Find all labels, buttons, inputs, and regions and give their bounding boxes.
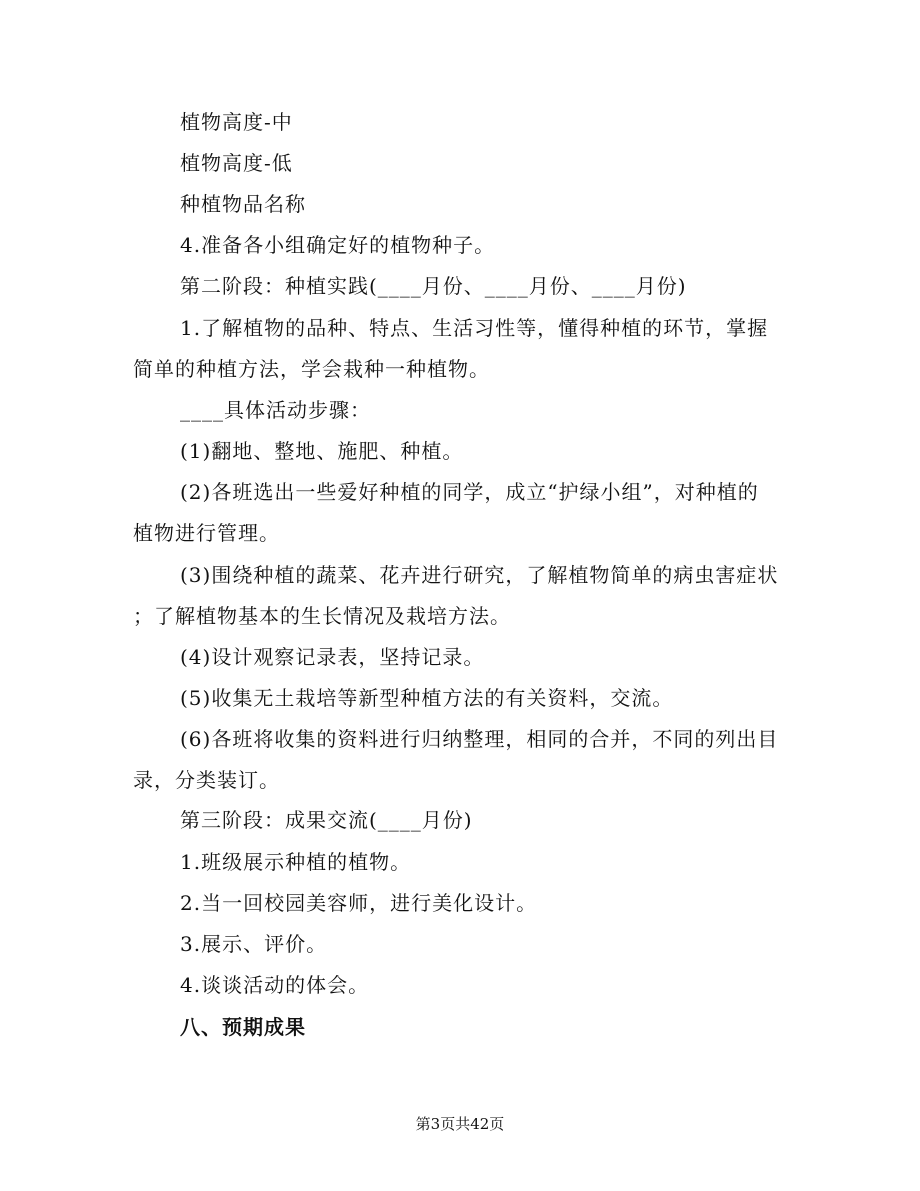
text-line: 3.展示、评价。 xyxy=(180,932,328,956)
text-line: 录，分类装订。 xyxy=(133,768,280,792)
text-line: 4.准备各小组确定好的植物种子。 xyxy=(180,233,496,257)
page-number-footer: 第3页共42页 xyxy=(415,1115,505,1133)
text-line: ；了解植物基本的生长情况及栽培方法。 xyxy=(133,604,511,628)
text-line: (5)收集无土栽培等新型种植方法的有关资料，交流。 xyxy=(180,686,674,710)
text-line: (2)各班选出一些爱好种植的同学，成立“护绿小组”，对种植的 xyxy=(180,480,759,504)
section-heading: 第三阶段：成果交流(____月份) xyxy=(180,808,473,832)
section-heading: 第二阶段：种植实践(____月份、____月份、____月份) xyxy=(180,274,687,298)
text-line: (3)围绕种植的蔬菜、花卉进行研究，了解植物简单的病虫害症状 xyxy=(180,563,779,587)
text-line: 植物进行管理。 xyxy=(133,521,280,545)
text-line: 1.班级展示种植的植物。 xyxy=(180,850,412,874)
text-line: 2.当一回校园美容师，进行美化设计。 xyxy=(180,891,538,915)
chapter-heading: 八、预期成果 xyxy=(180,1015,306,1039)
text-line: 简单的种植方法，学会栽种一种植物。 xyxy=(133,357,490,381)
text-line: (6)各班将收集的资料进行归纳整理，相同的合并，不同的列出目 xyxy=(180,727,779,751)
text-line: 4.谈谈活动的体会。 xyxy=(180,973,370,997)
text-line: (1)翻地、整地、施肥、种植。 xyxy=(180,439,464,463)
text-line: 植物高度-中 xyxy=(180,110,293,134)
text-line: 植物高度-低 xyxy=(180,151,293,175)
text-line: 种植物品名称 xyxy=(180,192,306,216)
text-line: 1.了解植物的品种、特点、生活习性等，懂得种植的环节，掌握 xyxy=(180,316,769,340)
text-line: (4)设计观察记录表，坚持记录。 xyxy=(180,645,485,669)
text-line: ____具体活动步骤： xyxy=(180,398,371,422)
